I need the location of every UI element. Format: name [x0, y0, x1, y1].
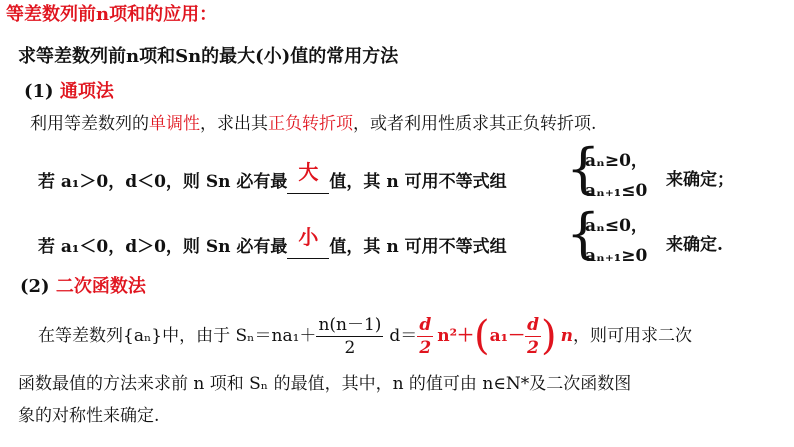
method-1-title	[24, 80, 114, 104]
method-1-name: 通项法	[59, 81, 114, 102]
case-2-inequality-1: aₙ≤0，	[585, 216, 648, 236]
method-2-formula-line	[38, 312, 692, 360]
desc-text: ，求出其	[200, 114, 268, 134]
case-2-answer: 小	[298, 225, 319, 249]
formula-d-equals: d＝	[389, 326, 418, 346]
fraction-denominator: 2	[419, 337, 432, 358]
fraction-d-over-2-inner	[525, 314, 541, 359]
right-paren: )	[540, 313, 557, 359]
case-1-brace: {	[566, 137, 601, 200]
case-2-brace: {	[566, 202, 601, 265]
formula-text: 在等差数列{aₙ}中，由于 Sₙ＝na₁＋	[38, 326, 317, 346]
case-2-inequality-2: aₙ₊₁≥0	[585, 246, 648, 266]
case-1-text: 若 a₁＞0，d＜0，则 Sn 必有最	[38, 172, 288, 192]
method-2-name: 二次函数法	[55, 276, 146, 297]
section-subtitle: 求等差数列前n项和Sn的最大(小)值的常用方法	[18, 46, 399, 67]
case-2-text-post: 值，其 n 可用不等式组	[329, 237, 507, 257]
case-1-tail: 来确定；	[666, 170, 734, 190]
method-1-number: (1)	[24, 81, 54, 102]
keyword-turning-term: 正负转折项	[268, 114, 353, 134]
fraction-d-over-2	[417, 314, 433, 359]
fraction-denominator: 2	[527, 337, 539, 358]
case-2-tail: 来确定.	[666, 235, 723, 255]
case-2-text: 若 a₁＜0，d＞0，则 Sn 必有最	[38, 237, 288, 257]
case-1-text-post: 值，其 n 可用不等式组	[329, 172, 507, 192]
method-2-number: (2)	[20, 276, 50, 297]
case-2-condition	[38, 225, 507, 259]
case-1-answer: 大	[298, 160, 319, 184]
case-1-blank	[287, 160, 329, 194]
left-paren: (	[474, 313, 490, 359]
method-2-line-2: 函数最值的方法来求前 n 项和 Sₙ 的最值，其中，n 的值可由 n∈N*及二次函数图	[18, 374, 632, 394]
case-1-condition	[38, 160, 507, 194]
fraction-numerator: d	[527, 314, 539, 335]
fraction-denominator: 2	[344, 337, 356, 358]
fraction-numerator: n(n－1)	[318, 314, 382, 335]
fraction-numerator: d	[419, 314, 432, 335]
case-2-blank	[287, 225, 329, 259]
formula-n-squared-plus: n²＋	[437, 326, 475, 346]
formula-text-post: ，则可用求二次	[572, 326, 692, 346]
method-1-description	[30, 113, 596, 135]
case-1-inequality-1: aₙ≥0，	[585, 151, 648, 171]
formula-n: n	[560, 326, 573, 346]
desc-text: 利用等差数列的	[30, 114, 149, 134]
fraction-n-n-minus-1-over-2	[316, 314, 383, 359]
case-1-inequality-2: aₙ₊₁≤0	[585, 181, 648, 201]
keyword-monotonicity: 单调性	[149, 114, 200, 134]
desc-text: ，或者利用性质求其正负转折项.	[353, 114, 597, 134]
page-heading: 等差数列前n项和的应用：	[6, 4, 218, 25]
method-2-line-3: 象的对称性来确定.	[18, 406, 160, 426]
method-2-title	[20, 275, 146, 299]
formula-a1-minus: a₁－	[489, 326, 526, 346]
